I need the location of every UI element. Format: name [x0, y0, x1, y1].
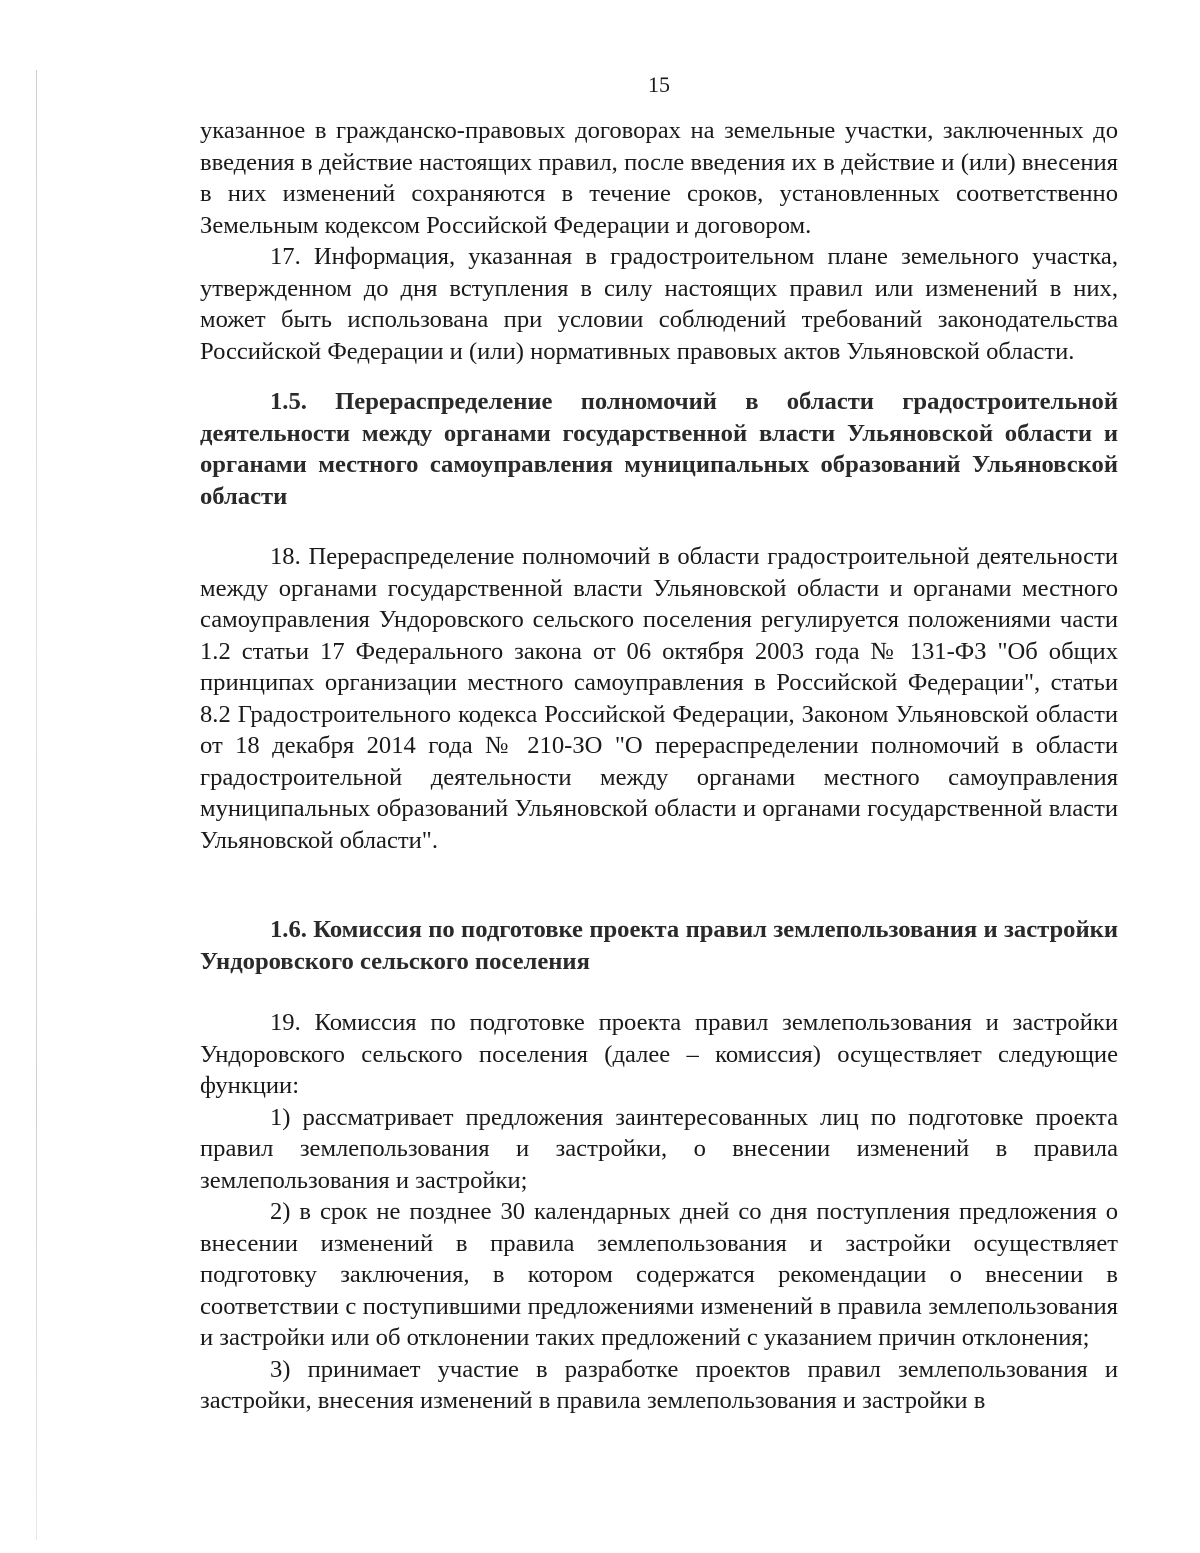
scan-edge-line — [36, 70, 37, 1540]
list-item-19-1: 1) рассматривает предложения заинтересованных лиц по подготовке проекта правил землепользования и застройки, о внесении изменений в правила землепользования и застройки; — [200, 1103, 1118, 1194]
paragraph-17: 17. Информация, указанная в градостроительном плане земельного участка, утвержденном до дня вступления в силу настоящих правил или изменений в них, может быть использована при условии соблюдений требований законодательства Российской Федерации и (или) нормативных правовых актов Ульяновской области. — [200, 243, 1118, 365]
section-heading-1-5: 1.5. Перераспределение полномочий в области градостроительной деятельности между органами государственной власти Ульяновской области и органами местного самоуправления муниципальных образований Ульяновской области — [200, 388, 1118, 510]
paragraph-19: 19. Комиссия по подготовке проекта правил землепользования и застройки Ундоровского сельского поселения (далее – комиссия) осуществляет следующие функции: — [200, 1009, 1118, 1099]
spacer — [200, 977, 1118, 1007]
section-heading-1-6: 1.6. Комиссия по подготовке проекта правил землепользования и застройки Ундоровского сельского поселения — [200, 916, 1118, 975]
spacer — [200, 856, 1118, 914]
list-item-19-2: 2) в срок не позднее 30 календарных дней со дня поступления предложения о внесении изменений в правила землепользования и застройки осуществляет подготовку заключения, в котором содержатся рекомендации о внесении в соответствии с поступившими предложениями изменений в правила землепользования и застройки или об отклонении таких предложений с указанием причин отклонения; — [200, 1198, 1118, 1351]
document-body — [200, 115, 1118, 1417]
spacer — [200, 512, 1118, 541]
list-item-19-3: 3) принимает участие в разработке проектов правил землепользования и застройки, внесения изменений в правила землепользования и застройки в — [200, 1355, 1118, 1414]
page-number: 15 — [648, 72, 670, 97]
spacer — [200, 367, 1118, 386]
paragraph-continuation: указанное в гражданско-правовых договорах на земельные участки, заключенных до введения в действие настоящих правил, после введения их в действие и (или) внесения в них изменений сохраняются в течение сроков, установленных соответственно Земельным кодексом Российской Федерации и договором. — [200, 117, 1118, 239]
paragraph-18: 18. Перераспределение полномочий в области градостроительной деятельности между органами государственной власти Ульяновской области и органами местного самоуправления Ундоровского сельского поселения регулируется положениями части 1.2 статьи 17 Федерального закона от 06 октября 2003 года № 131-ФЗ "Об общих принципах организации местного самоуправления в Российской Федерации", статьи 8.2 Градостроительного кодекса Российской Федерации, Законом Ульяновской области от 18 декабря 2014 года № 210-ЗО "О перераспределении полномочий в области градостроительной деятельности между органами местного самоуправления муниципальных образований Ульяновской области и органами государственной власти Ульяновской области". — [200, 543, 1118, 854]
